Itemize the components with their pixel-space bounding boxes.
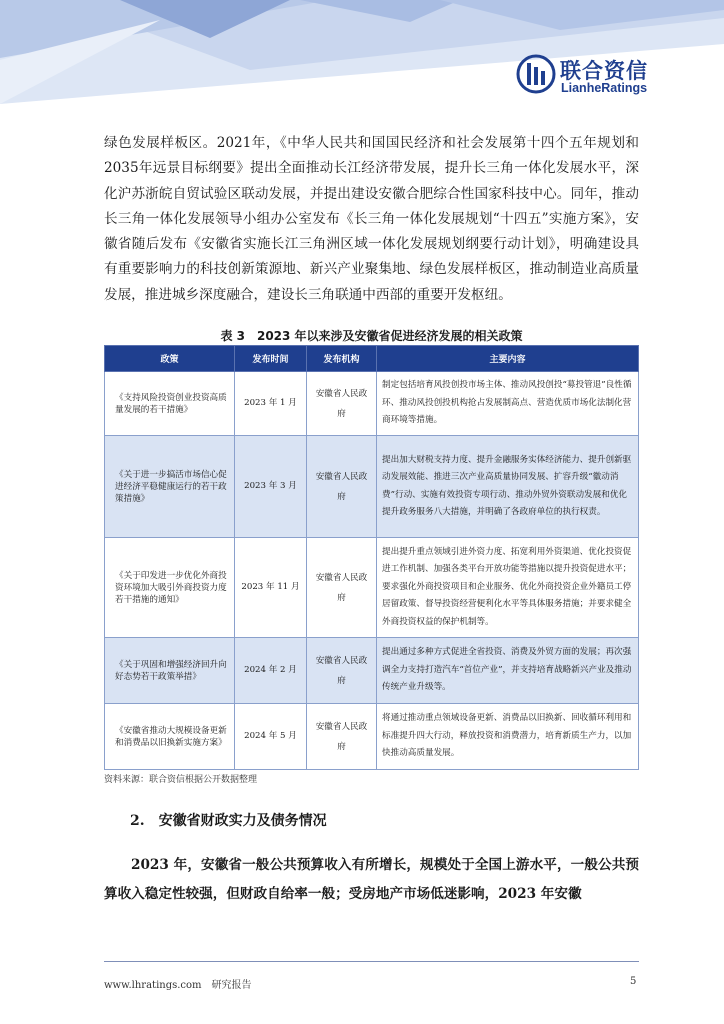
policy-content: 提出加大财税支持力度、提升金融服务实体经济能力、提升创新驱动发展效能、推进三次产业高质量协同发展、扩容升级“徽动消费”行动、实施有效投资专项行动、推动外贸外资联动发展和优化提升政务服务八大措施，并明确了各政府单位的执行权责。 — [377, 436, 639, 538]
policy-content: 提出提升重点领域引进外资力度、拓宽利用外资渠道、优化投资促进工作机制、加强各类平台开放功能等措施以提升投资促进水平；要求强化外商投资项目和企业服务、优化外商投资企业外籍员工停居留政策、督导投资经营便利化水平等具体服务措施；并要求健全外商投资权益的保护机制等。 — [377, 538, 639, 638]
footer-website: www.lhratings.com 研究报告 — [104, 980, 252, 991]
company-logo — [516, 54, 706, 100]
policy-content: 提出通过多种方式促进全省投资、消费及外贸方面的发展；再次强调全力支持打造汽车“首位产业”，并支持培育战略新兴产业及推动传统产业升级等。 — [377, 638, 639, 704]
table-row — [105, 436, 639, 538]
policy-name: 《关于巩固和增强经济回升向好态势若干政策举措》 — [105, 638, 235, 704]
logo-english-name: LianheRatings — [561, 81, 648, 95]
table-row — [105, 372, 639, 436]
policy-name: 《支持风险投资创业投资高质量发展的若干措施》 — [105, 372, 235, 436]
policy-org: 安徽省人民政府 — [307, 704, 377, 770]
policy-org: 安徽省人民政府 — [307, 538, 377, 638]
table-source-note: 资料来源：联合资信根据公开数据整理 — [104, 775, 258, 785]
table-row — [105, 704, 639, 770]
policy-org: 安徽省人民政府 — [307, 638, 377, 704]
policy-name: 《关于进一步搞活市场信心促进经济平稳健康运行的若干政策措施》 — [105, 436, 235, 538]
policy-content: 制定包括培育风投创投市场主体、推动风投创投“募投管退”良性循环、推动风投创投机构抢占发展制高点、营造优质市场化法制化营商环境等措施。 — [377, 372, 639, 436]
policy-org: 安徽省人民政府 — [307, 372, 377, 436]
policy-table — [104, 345, 639, 770]
section-heading: 2. 安徽省财政实力及债务情况 — [130, 813, 327, 829]
table-header-row — [105, 346, 639, 372]
policy-date: 2023 年 3 月 — [235, 436, 307, 538]
lianhe-logo-icon — [516, 54, 556, 94]
body-paragraph: 绿色发展样板区。2021年，《中华人民共和国国民经济和社会发展第十四个五年规划和2035年远景目标纲要》提出全面推动长江经济带发展，提升长三角一体化发展水平，深化沪苏浙皖自贸试验区联动发展，并提出建设安徽合肥综合性国家科技中心。同年，推动长三角一体化发展领导小组办公室发布《长三角一体化发展规划“十四五”实施方案》，安徽省随后发布《安徽省实施长江三角洲区域一体化发展规划纲要行动计划》，明确建设具有重要影响力的科技创新策源地、新兴产业聚集地、绿色发展样板区，推动制造业高质量发展，推进城乡深度融合，建设长三角联通中西部的重要开发枢纽。 — [104, 135, 639, 303]
header-date: 发布时间 — [235, 346, 307, 372]
policy-date: 2024 年 2 月 — [235, 638, 307, 704]
policy-name: 《安徽省推动大规模设备更新和消费品以旧换新实施方案》 — [105, 704, 235, 770]
header-content: 主要内容 — [377, 346, 639, 372]
policy-name: 《关于印发进一步优化外商投资环境加大吸引外商投资力度若干措施的通知》 — [105, 538, 235, 638]
table-row — [105, 538, 639, 638]
policy-date: 2024 年 5 月 — [235, 704, 307, 770]
policy-content: 将通过推动重点领域设备更新、消费品以旧换新、回收循环利用和标准提升四大行动，释放投资和消费潜力，培育新质生产力，以加快推动高质量发展。 — [377, 704, 639, 770]
table-title: 表 3 2023 年以来涉及安徽省促进经济发展的相关政策 — [220, 329, 523, 343]
footer-divider — [104, 961, 639, 962]
policy-date: 2023 年 11 月 — [235, 538, 307, 638]
logo-chinese-name: 联合资信 — [560, 59, 648, 83]
header-policy: 政策 — [105, 346, 235, 372]
section-paragraph: 2023 年，安徽省一般公共预算收入有所增长，规模处于全国上游水平，一般公共预算收入稳定性较强，但财政自给率一般；受房地产市场低迷影响，2023 年安徽 — [104, 857, 639, 902]
page-number: 5 — [630, 976, 637, 987]
policy-org: 安徽省人民政府 — [307, 436, 377, 538]
header-org: 发布机构 — [307, 346, 377, 372]
policy-date: 2023 年 1 月 — [235, 372, 307, 436]
table-row — [105, 638, 639, 704]
